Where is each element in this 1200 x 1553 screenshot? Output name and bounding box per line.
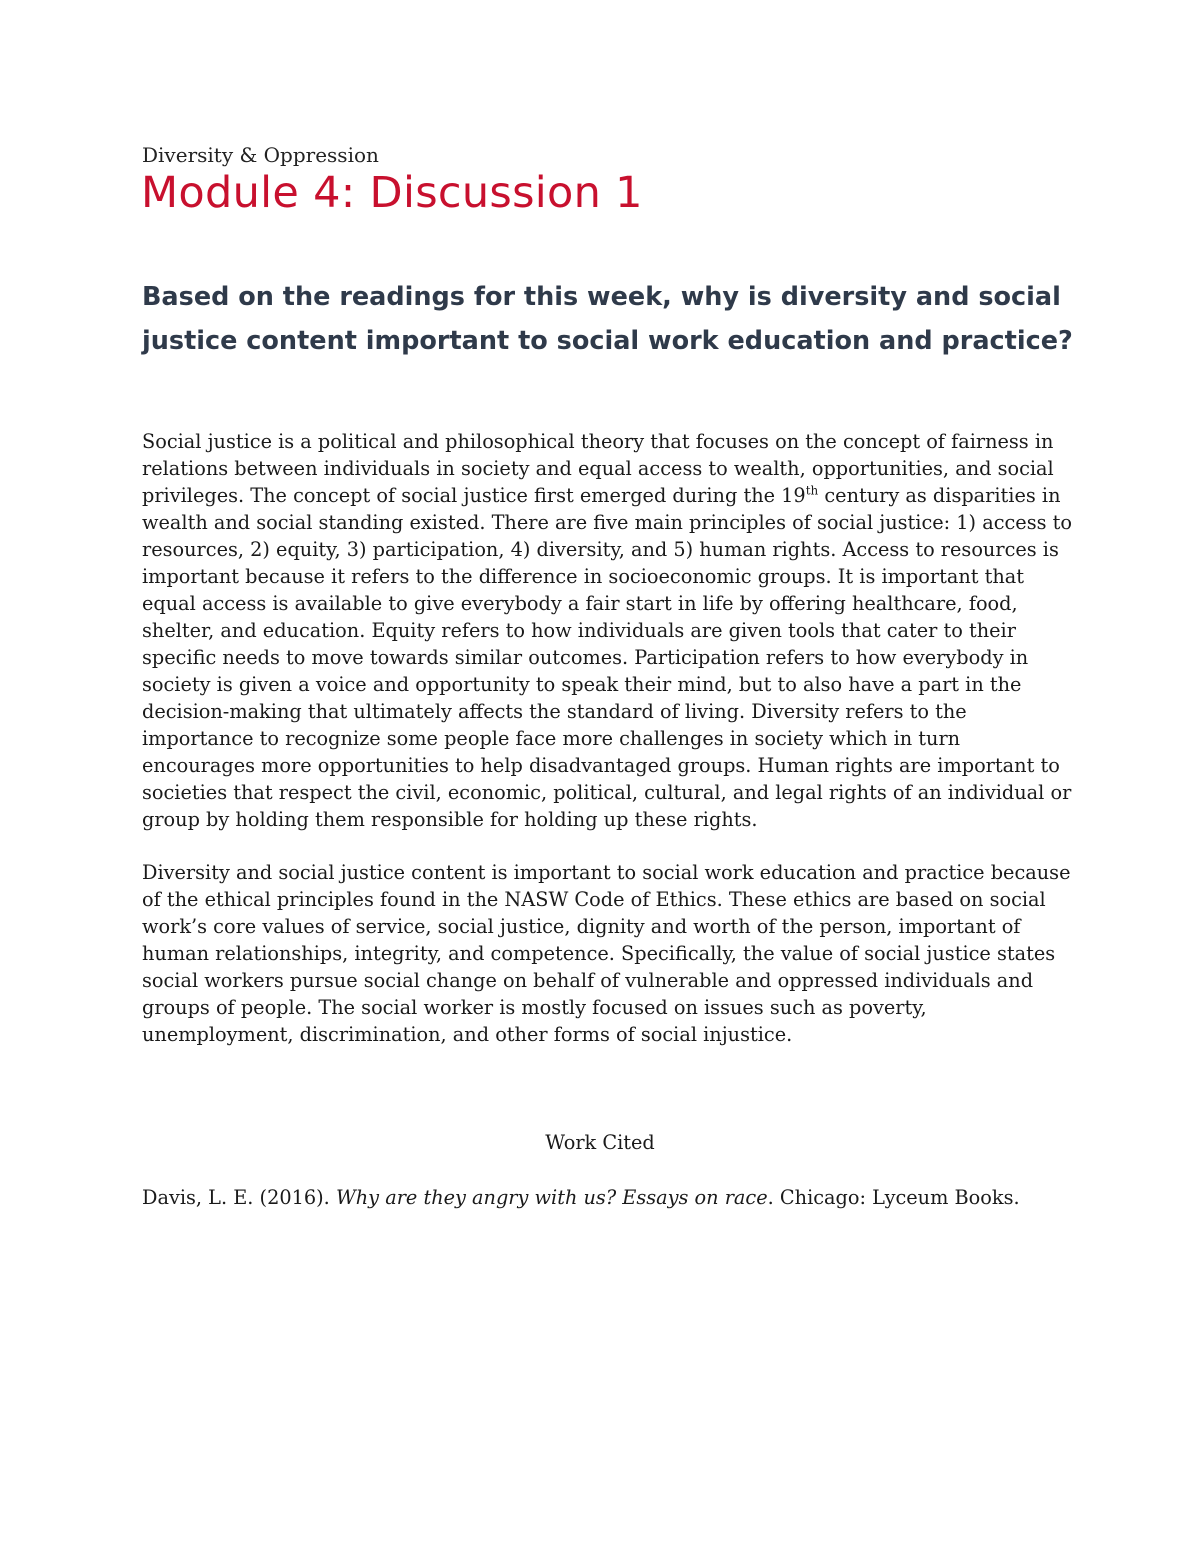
paragraph-social-work-ethics: Diversity and social justice content is important to social work education and practice because of the ethical principles found in the NASW Code of Ethics. These ethics are based on social work’s core values of service, social justice, dignity and worth of the person, important of human relationships, integrity, and competence. Specifically, the value of social justice states social workers pursue social change on behalf of vulnerable and oppressed individuals and groups of people. The social worker is mostly focused on issues such as poverty, unemployment, discrimination, and other forms of social injustice. — [142, 861, 1071, 1046]
citation-title: Why are they angry with us? Essays on race — [335, 1186, 768, 1209]
works-cited-heading: Work Cited — [545, 1131, 655, 1154]
course-name: Diversity & Oppression — [142, 143, 379, 167]
citation-entry — [142, 1186, 1102, 1209]
ordinal-superscript: th — [805, 483, 819, 498]
paragraph-1-text-a: Social justice is a political and philosophical theory that focuses on the concept of fairness in relations between individuals in society and equal access to wealth, opportunities, and social privileges. The concept of social justice first emerged during the 19 — [142, 430, 1054, 507]
paragraph-1-text-b: century as disparities in wealth and social standing existed. There are five main principles of social justice: 1) access to resources, 2) equity, 3) participation, 4) diversity, and 5) human rights. Access to resources is important because it refers to the difference in socioeconomic groups. It is important that equal access is available to give everybody a fair start in life by offering healthcare, food, shelter, and education. Equity refers to how individuals are given tools that cater to their specific needs to move towards similar outcomes. Participation refers to how everybody in society is given a voice and opportunity to speak their mind, but to also have a part in the decision-making that ultimately affects the standard of living. Diversity refers to the importance to recognize some people face more challenges in society which in turn encourages more opportunities to help disadvantaged groups. Human rights are important to societies that respect the civil, economic, political, cultural, and legal rights of an individual or group by holding them responsible for holding up these rights. — [142, 484, 1072, 831]
citation-publisher: . Chicago: Lyceum Books. — [767, 1186, 1020, 1209]
citation-author-year: Davis, L. E. (2016). — [142, 1186, 336, 1209]
discussion-question: Based on the readings for this week, why is diversity and social justice content important to social work education and practice? — [142, 282, 1073, 356]
module-title: Module 4: Discussion 1 — [141, 168, 643, 218]
paragraph-social-justice — [142, 428, 1072, 833]
